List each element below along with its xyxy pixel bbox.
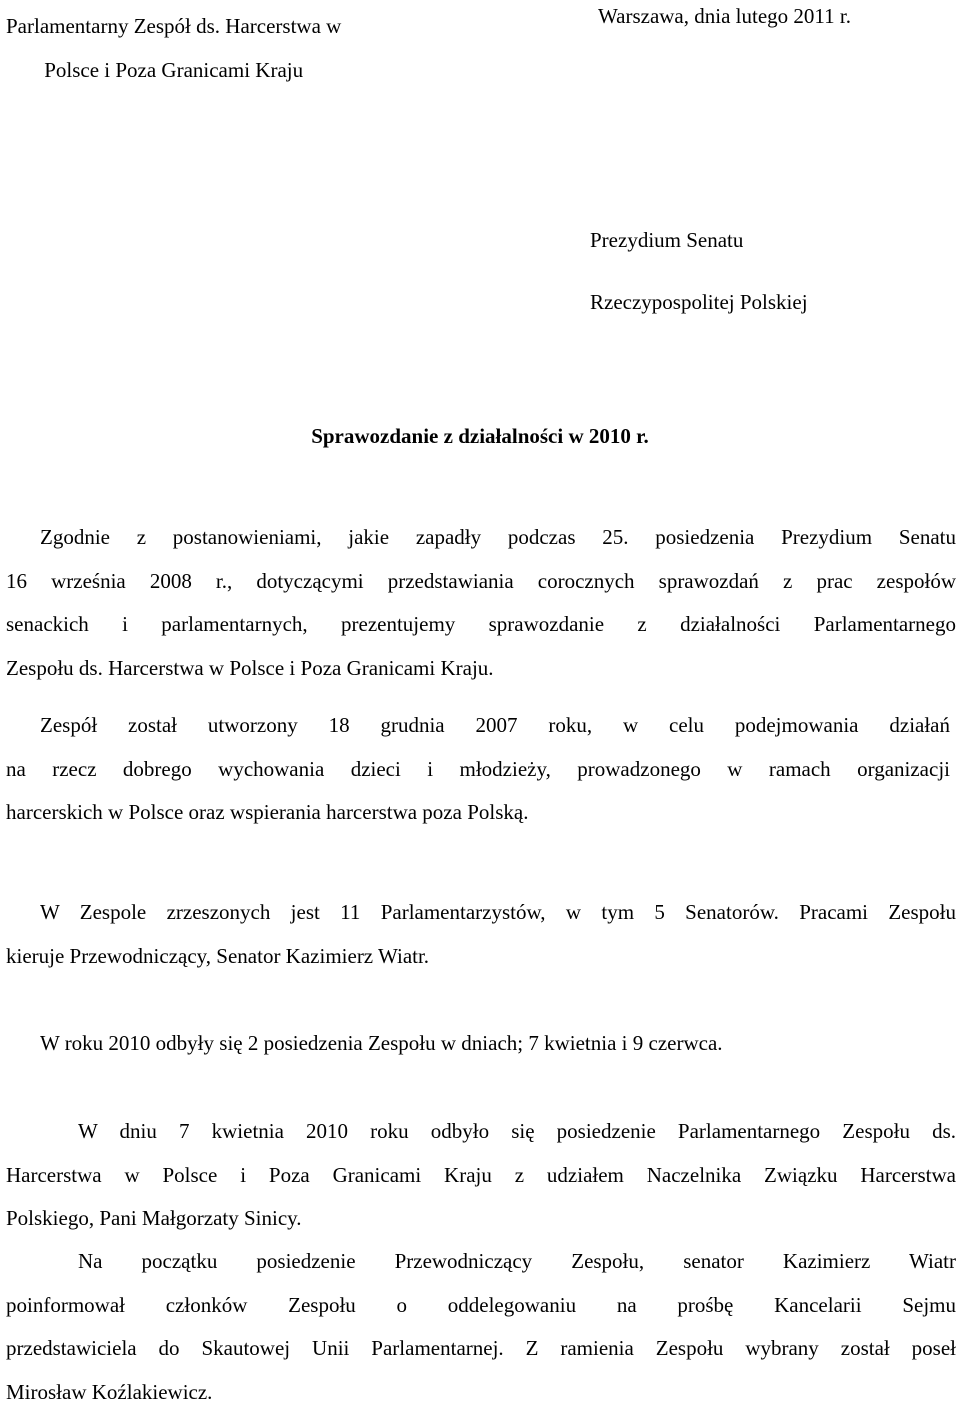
paragraph-april-meeting [6, 1110, 956, 1241]
paragraph-line: poinformował członków Zespołu o oddelegowaniu na prośbę Kancelarii Sejmu [6, 1292, 956, 1317]
paragraph-line: Polskiego, Pani Małgorzaty Sinicy. [6, 1206, 302, 1231]
paragraph-line: W roku 2010 odbyły się 2 posiedzenia Zespołu w dniach; 7 kwietnia i 9 czerwca. [40, 1031, 723, 1055]
sender-block [6, 4, 341, 92]
paragraph-line: Mirosław Koźlakiewicz. [6, 1380, 213, 1405]
document-title: Sprawozdanie z działalności w 2010 r. [311, 424, 649, 448]
paragraph-line: Zespołu ds. Harcerstwa w Polsce i Poza Granicami Kraju. [6, 656, 494, 681]
recipient-line-2: Rzeczypospolitej Polskiej [590, 290, 808, 314]
paragraph-chairman-info [6, 1240, 956, 1415]
paragraph-line: harcerskich w Polsce oraz wspierania harcerstwa poza Polską. [6, 800, 529, 825]
paragraph-line: przedstawiciela do Skautowej Unii Parlamentarnej. Z ramienia Zespołu wybrany został poseł [6, 1336, 956, 1361]
paragraph-line: Harcerstwa w Polsce i Poza Granicami Kraju z udziałem Naczelnika Związku Harcerstwa [6, 1162, 956, 1187]
recipient-block [590, 209, 808, 333]
paragraph-line: W Zespole zrzeszonych jest 11 Parlamentarzystów, w tym 5 Senatorów. Pracami Zespołu [40, 900, 956, 924]
paragraph-line: senackich i parlamentarnych, prezentujemy sprawozdanie z działalności Parlamentarnego [6, 612, 956, 637]
paragraph-line: W dniu 7 kwietnia 2010 roku odbyło się posiedzenie Parlamentarnego Zespołu ds. [78, 1119, 956, 1143]
paragraph-line: 16 września 2008 r., dotyczącymi przedstawiania corocznych sprawozdań z prac zespołów [6, 568, 956, 593]
paragraph-line: kieruje Przewodniczący, Senator Kazimierz Wiatr. [6, 943, 430, 968]
sender-line-2: Polsce i Poza Granicami Kraju [44, 58, 304, 82]
paragraph-line: Zgodnie z postanowieniami, jakie zapadły podczas 25. posiedzenia Prezydium Senatu [40, 525, 956, 549]
paragraph-meetings [6, 1022, 956, 1066]
paragraph-establishment [6, 704, 956, 835]
paragraph-members [6, 891, 956, 978]
paragraph-introduction [6, 516, 956, 691]
document-date: Warszawa, dnia lutego 2011 r. [598, 4, 851, 28]
sender-line-1: Parlamentarny Zespół ds. Harcerstwa w [6, 14, 342, 38]
paragraph-line: na rzecz dobrego wychowania dzieci i młodzieży, prowadzonego w ramach organizacji [6, 756, 950, 781]
paragraph-line: Zespół został utworzony 18 grudnia 2007 roku, w celu podejmowania działań [40, 713, 950, 737]
recipient-line-1: Prezydium Senatu [590, 228, 744, 252]
paragraph-line: Na początku posiedzenie Przewodniczący Zespołu, senator Kazimierz Wiatr [78, 1249, 956, 1273]
